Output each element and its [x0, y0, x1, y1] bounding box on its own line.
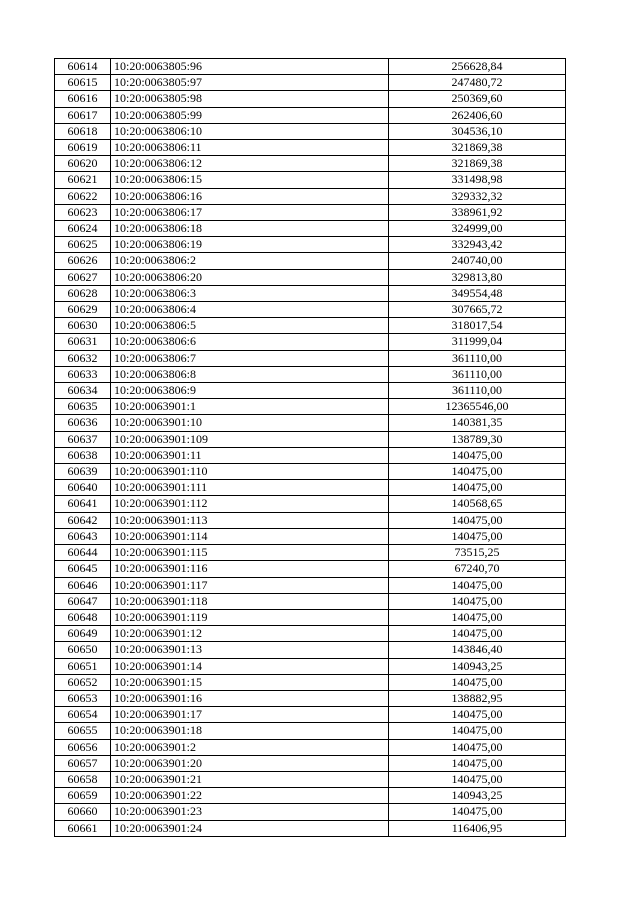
value-cell: 140475,00 — [389, 804, 566, 820]
cadastral-number-cell: 10:20:0063901:24 — [111, 820, 389, 836]
table-row — [55, 447, 566, 463]
cadastral-number-cell: 10:20:0063806:6 — [111, 334, 389, 350]
table-row — [55, 674, 566, 690]
row-number-cell: 60651 — [55, 658, 111, 674]
row-number-cell: 60652 — [55, 674, 111, 690]
value-cell: 116406,95 — [389, 820, 566, 836]
cadastral-number-cell: 10:20:0063901:10 — [111, 415, 389, 431]
cadastral-number-cell: 10:20:0063806:2 — [111, 253, 389, 269]
cadastral-number-cell: 10:20:0063806:18 — [111, 221, 389, 237]
cadastral-number-cell: 10:20:0063901:110 — [111, 464, 389, 480]
row-number-cell: 60649 — [55, 626, 111, 642]
value-cell: 321869,38 — [389, 140, 566, 156]
row-number-cell: 60647 — [55, 593, 111, 609]
row-number-cell: 60658 — [55, 771, 111, 787]
table-row — [55, 221, 566, 237]
value-cell: 140381,35 — [389, 415, 566, 431]
row-number-cell: 60657 — [55, 755, 111, 771]
cadastral-number-cell: 10:20:0063901:22 — [111, 788, 389, 804]
table-row — [55, 626, 566, 642]
value-cell: 140475,00 — [389, 739, 566, 755]
row-number-cell: 60639 — [55, 464, 111, 480]
row-number-cell: 60614 — [55, 59, 111, 75]
row-number-cell: 60623 — [55, 204, 111, 220]
value-cell: 138882,95 — [389, 690, 566, 706]
row-number-cell: 60661 — [55, 820, 111, 836]
row-number-cell: 60618 — [55, 123, 111, 139]
table-row — [55, 91, 566, 107]
value-cell: 240740,00 — [389, 253, 566, 269]
row-number-cell: 60636 — [55, 415, 111, 431]
row-number-cell: 60650 — [55, 642, 111, 658]
table-row — [55, 140, 566, 156]
row-number-cell: 60626 — [55, 253, 111, 269]
value-cell: 331498,98 — [389, 172, 566, 188]
value-cell: 140475,00 — [389, 674, 566, 690]
row-number-cell: 60616 — [55, 91, 111, 107]
row-number-cell: 60644 — [55, 545, 111, 561]
table-row — [55, 545, 566, 561]
cadastral-number-cell: 10:20:0063901:116 — [111, 561, 389, 577]
cadastral-number-cell: 10:20:0063901:16 — [111, 690, 389, 706]
table-row — [55, 399, 566, 415]
value-cell: 321869,38 — [389, 156, 566, 172]
table-row — [55, 609, 566, 625]
value-cell: 140943,25 — [389, 658, 566, 674]
row-number-cell: 60628 — [55, 285, 111, 301]
table-row — [55, 269, 566, 285]
cadastral-number-cell: 10:20:0063901:109 — [111, 431, 389, 447]
cadastral-number-cell: 10:20:0063901:15 — [111, 674, 389, 690]
table-row — [55, 415, 566, 431]
row-number-cell: 60646 — [55, 577, 111, 593]
cadastral-number-cell: 10:20:0063901:111 — [111, 480, 389, 496]
cadastral-number-cell: 10:20:0063901:12 — [111, 626, 389, 642]
value-cell: 140475,00 — [389, 528, 566, 544]
cadastral-number-cell: 10:20:0063901:115 — [111, 545, 389, 561]
table-row — [55, 755, 566, 771]
table-row — [55, 318, 566, 334]
value-cell: 250369,60 — [389, 91, 566, 107]
table-row — [55, 75, 566, 91]
row-number-cell: 60653 — [55, 690, 111, 706]
row-number-cell: 60655 — [55, 723, 111, 739]
row-number-cell: 60637 — [55, 431, 111, 447]
row-number-cell: 60629 — [55, 302, 111, 318]
value-cell: 361110,00 — [389, 366, 566, 382]
value-cell: 143846,40 — [389, 642, 566, 658]
table-row — [55, 593, 566, 609]
cadastral-number-cell: 10:20:0063806:8 — [111, 366, 389, 382]
cadastral-number-cell: 10:20:0063806:12 — [111, 156, 389, 172]
row-number-cell: 60634 — [55, 383, 111, 399]
value-cell: 332943,42 — [389, 237, 566, 253]
cadastral-number-cell: 10:20:0063806:5 — [111, 318, 389, 334]
cadastral-number-cell: 10:20:0063901:1 — [111, 399, 389, 415]
row-number-cell: 60659 — [55, 788, 111, 804]
table-row — [55, 528, 566, 544]
value-cell: 140475,00 — [389, 464, 566, 480]
cadastral-number-cell: 10:20:0063901:17 — [111, 707, 389, 723]
table-row — [55, 156, 566, 172]
value-cell: 12365546,00 — [389, 399, 566, 415]
value-cell: 140475,00 — [389, 593, 566, 609]
table-row — [55, 123, 566, 139]
cadastral-number-cell: 10:20:0063805:98 — [111, 91, 389, 107]
value-cell: 307665,72 — [389, 302, 566, 318]
cadastral-number-cell: 10:20:0063806:4 — [111, 302, 389, 318]
table-row — [55, 561, 566, 577]
table-row — [55, 820, 566, 836]
row-number-cell: 60632 — [55, 350, 111, 366]
table-row — [55, 302, 566, 318]
value-cell: 67240,70 — [389, 561, 566, 577]
table-row — [55, 59, 566, 75]
table-row — [55, 496, 566, 512]
row-number-cell: 60622 — [55, 188, 111, 204]
value-cell: 140475,00 — [389, 771, 566, 787]
value-cell: 138789,30 — [389, 431, 566, 447]
table-row — [55, 253, 566, 269]
value-cell: 324999,00 — [389, 221, 566, 237]
value-cell: 361110,00 — [389, 350, 566, 366]
cadastral-number-cell: 10:20:0063806:11 — [111, 140, 389, 156]
table-row — [55, 464, 566, 480]
row-number-cell: 60615 — [55, 75, 111, 91]
cadastral-number-cell: 10:20:0063806:3 — [111, 285, 389, 301]
row-number-cell: 60617 — [55, 107, 111, 123]
row-number-cell: 60645 — [55, 561, 111, 577]
table-row — [55, 723, 566, 739]
cadastral-number-cell: 10:20:0063901:20 — [111, 755, 389, 771]
row-number-cell: 60641 — [55, 496, 111, 512]
cadastral-number-cell: 10:20:0063806:9 — [111, 383, 389, 399]
table-row — [55, 690, 566, 706]
table-row — [55, 431, 566, 447]
cadastral-number-cell: 10:20:0063805:96 — [111, 59, 389, 75]
row-number-cell: 60656 — [55, 739, 111, 755]
row-number-cell: 60627 — [55, 269, 111, 285]
row-number-cell: 60625 — [55, 237, 111, 253]
cadastral-number-cell: 10:20:0063806:19 — [111, 237, 389, 253]
cadastral-number-cell: 10:20:0063806:17 — [111, 204, 389, 220]
cadastral-number-cell: 10:20:0063901:112 — [111, 496, 389, 512]
table-row — [55, 350, 566, 366]
value-cell: 140475,00 — [389, 447, 566, 463]
row-number-cell: 60648 — [55, 609, 111, 625]
value-cell: 361110,00 — [389, 383, 566, 399]
row-number-cell: 60631 — [55, 334, 111, 350]
cadastral-number-cell: 10:20:0063901:114 — [111, 528, 389, 544]
table-row — [55, 480, 566, 496]
table-row — [55, 707, 566, 723]
cadastral-number-cell: 10:20:0063901:13 — [111, 642, 389, 658]
value-cell: 140475,00 — [389, 609, 566, 625]
row-number-cell: 60620 — [55, 156, 111, 172]
value-cell: 311999,04 — [389, 334, 566, 350]
cadastral-number-cell: 10:20:0063901:21 — [111, 771, 389, 787]
table-row — [55, 204, 566, 220]
cadastral-number-cell: 10:20:0063901:113 — [111, 512, 389, 528]
value-cell: 329813,80 — [389, 269, 566, 285]
value-cell: 304536,10 — [389, 123, 566, 139]
table-body — [55, 59, 566, 837]
value-cell: 73515,25 — [389, 545, 566, 561]
row-number-cell: 60621 — [55, 172, 111, 188]
row-number-cell: 60654 — [55, 707, 111, 723]
data-table — [54, 58, 566, 837]
row-number-cell: 60642 — [55, 512, 111, 528]
value-cell: 140568,65 — [389, 496, 566, 512]
table-row — [55, 512, 566, 528]
cadastral-number-cell: 10:20:0063806:10 — [111, 123, 389, 139]
row-number-cell: 60660 — [55, 804, 111, 820]
table-row — [55, 383, 566, 399]
value-cell: 140943,25 — [389, 788, 566, 804]
row-number-cell: 60638 — [55, 447, 111, 463]
cadastral-number-cell: 10:20:0063901:18 — [111, 723, 389, 739]
value-cell: 140475,00 — [389, 707, 566, 723]
cadastral-number-cell: 10:20:0063806:16 — [111, 188, 389, 204]
cadastral-number-cell: 10:20:0063901:118 — [111, 593, 389, 609]
cadastral-number-cell: 10:20:0063901:2 — [111, 739, 389, 755]
value-cell: 318017,54 — [389, 318, 566, 334]
value-cell: 256628,84 — [389, 59, 566, 75]
table-row — [55, 366, 566, 382]
table-row — [55, 107, 566, 123]
value-cell: 140475,00 — [389, 577, 566, 593]
table-row — [55, 771, 566, 787]
row-number-cell: 60624 — [55, 221, 111, 237]
cadastral-number-cell: 10:20:0063806:15 — [111, 172, 389, 188]
row-number-cell: 60619 — [55, 140, 111, 156]
table-row — [55, 642, 566, 658]
row-number-cell: 60633 — [55, 366, 111, 382]
cadastral-number-cell: 10:20:0063805:97 — [111, 75, 389, 91]
cadastral-number-cell: 10:20:0063901:14 — [111, 658, 389, 674]
cadastral-number-cell: 10:20:0063806:20 — [111, 269, 389, 285]
value-cell: 140475,00 — [389, 723, 566, 739]
value-cell: 338961,92 — [389, 204, 566, 220]
value-cell: 140475,00 — [389, 626, 566, 642]
row-number-cell: 60640 — [55, 480, 111, 496]
cadastral-number-cell: 10:20:0063901:119 — [111, 609, 389, 625]
cadastral-number-cell: 10:20:0063901:11 — [111, 447, 389, 463]
table-row — [55, 577, 566, 593]
table-row — [55, 804, 566, 820]
table-row — [55, 788, 566, 804]
value-cell: 247480,72 — [389, 75, 566, 91]
value-cell: 140475,00 — [389, 480, 566, 496]
table-row — [55, 172, 566, 188]
value-cell: 349554,48 — [389, 285, 566, 301]
table-row — [55, 658, 566, 674]
cadastral-number-cell: 10:20:0063806:7 — [111, 350, 389, 366]
value-cell: 262406,60 — [389, 107, 566, 123]
row-number-cell: 60643 — [55, 528, 111, 544]
table-row — [55, 285, 566, 301]
cadastral-number-cell: 10:20:0063901:23 — [111, 804, 389, 820]
cadastral-number-cell: 10:20:0063901:117 — [111, 577, 389, 593]
value-cell: 140475,00 — [389, 755, 566, 771]
row-number-cell: 60635 — [55, 399, 111, 415]
value-cell: 140475,00 — [389, 512, 566, 528]
row-number-cell: 60630 — [55, 318, 111, 334]
table-row — [55, 334, 566, 350]
table-row — [55, 188, 566, 204]
value-cell: 329332,32 — [389, 188, 566, 204]
cadastral-number-cell: 10:20:0063805:99 — [111, 107, 389, 123]
table-row — [55, 237, 566, 253]
table-row — [55, 739, 566, 755]
